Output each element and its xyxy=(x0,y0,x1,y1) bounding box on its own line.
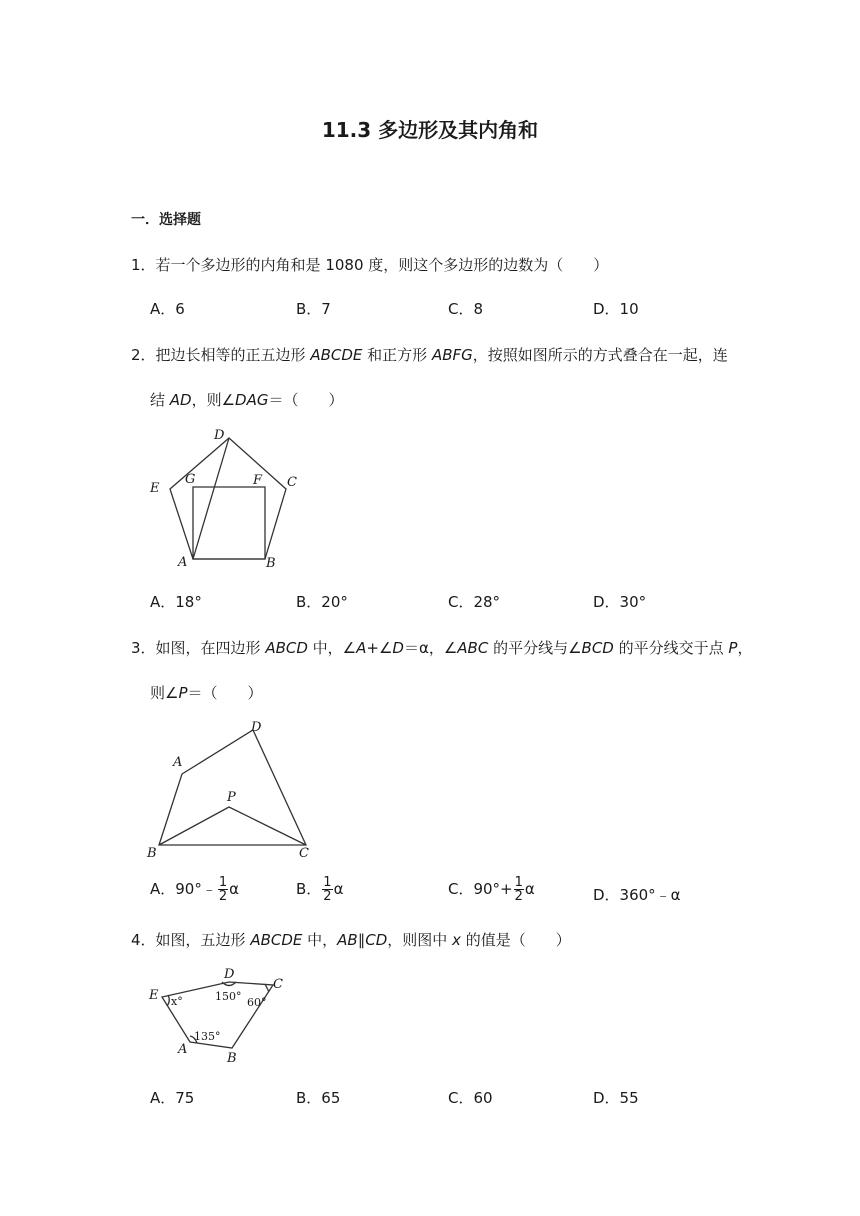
q3-option-c[interactable]: C．90°+ $\frac{1}{2}$ α xyxy=(448,875,535,904)
label-135: 135° xyxy=(194,1030,221,1043)
q3-option-d[interactable]: D．360°﹣α xyxy=(593,886,681,904)
question-2-line-2: 结 AD，则∠DAG＝（ ） xyxy=(150,391,344,409)
q2-pentagon-square-figure xyxy=(145,422,315,572)
label-f: F xyxy=(253,473,263,488)
label-a: A xyxy=(178,1042,188,1057)
q4-option-d[interactable]: D．55 xyxy=(593,1089,639,1107)
label-e: E xyxy=(149,988,159,1003)
question-2-line-1: 2．把边长相等的正五边形 ABCDE 和正方形 ABFG，按照如图所示的方式叠合在一起，连 xyxy=(131,346,728,364)
quadrilateral-abcd xyxy=(159,730,306,845)
label-x: x° xyxy=(171,995,183,1008)
label-a: A xyxy=(173,755,183,770)
label-b: B xyxy=(266,556,276,571)
question-3-line-2: 则∠P＝（ ） xyxy=(150,684,263,702)
q1-option-a[interactable]: A．6 xyxy=(150,300,185,318)
q3-option-b[interactable]: B． $\frac{1}{2}$ α xyxy=(296,875,344,904)
q2-option-b[interactable]: B．20° xyxy=(296,593,348,611)
label-b: B xyxy=(227,1051,237,1066)
q2-option-d[interactable]: D．30° xyxy=(593,593,647,611)
bisectors-bp-cp xyxy=(159,807,306,845)
q1-option-d[interactable]: D．10 xyxy=(593,300,639,318)
label-60: 60° xyxy=(247,996,267,1009)
label-g: G xyxy=(185,472,196,487)
q3-option-a[interactable]: A．90°﹣ $\frac{1}{2}$ α xyxy=(150,875,240,904)
q2-option-c[interactable]: C．28° xyxy=(448,593,501,611)
angle-arc-e xyxy=(167,995,169,1006)
label-c: C xyxy=(287,475,297,490)
q4-option-b[interactable]: B．65 xyxy=(296,1089,341,1107)
fraction-half: $\frac{1}{2}$ xyxy=(514,875,523,904)
section-heading: 一．选择题 xyxy=(131,212,201,228)
label-c: C xyxy=(299,846,309,861)
fraction-half: $\frac{1}{2}$ xyxy=(218,875,228,904)
q1-option-b[interactable]: B．7 xyxy=(296,300,331,318)
q4-pentagon-figure xyxy=(145,962,295,1072)
question-4-text: 4．如图，五边形 ABCDE 中，AB∥CD，则图中 x 的值是（ ） xyxy=(131,931,571,949)
label-d: D xyxy=(224,967,235,982)
q2-option-a[interactable]: A．18° xyxy=(150,593,202,611)
q4-option-a[interactable]: A．75 xyxy=(150,1089,195,1107)
label-d: D xyxy=(214,428,225,443)
label-b: B xyxy=(147,846,157,861)
label-a: A xyxy=(178,555,188,570)
pentagon-abcde xyxy=(170,438,286,559)
label-c: C xyxy=(273,977,283,992)
page-title: 11.3 多边形及其内角和 xyxy=(321,118,539,142)
label-e: E xyxy=(150,481,160,496)
question-1-text: 1．若一个多边形的内角和是 1080 度，则这个多边形的边数为（ ） xyxy=(131,256,609,274)
label-d: D xyxy=(251,720,262,735)
q3-quadrilateral-figure xyxy=(145,715,325,865)
q4-option-c[interactable]: C．60 xyxy=(448,1089,493,1107)
label-p: P xyxy=(227,790,236,805)
segment-ad xyxy=(193,438,229,559)
q1-option-c[interactable]: C．8 xyxy=(448,300,484,318)
question-3-line-1: 3．如图，在四边形 ABCD 中，∠A+∠D＝α，∠ABC 的平分线与∠BCD 的平分线交于点 P， xyxy=(131,639,753,657)
label-150: 150° xyxy=(215,990,242,1003)
fraction-half: $\frac{1}{2}$ xyxy=(323,875,332,904)
